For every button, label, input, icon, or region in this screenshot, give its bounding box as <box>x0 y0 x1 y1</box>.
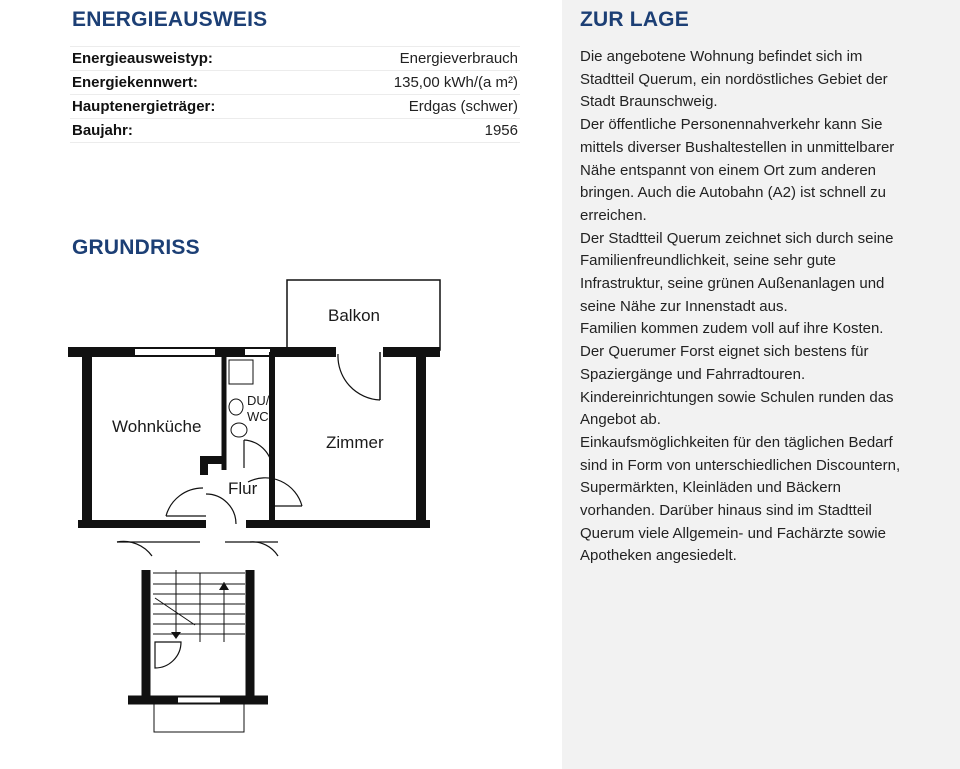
room-label-wohnkueche: Wohnküche <box>112 417 202 436</box>
row-value: Energieverbrauch <box>311 47 520 71</box>
right-panel <box>562 0 960 769</box>
grundriss-heading: GRUNDRISS <box>72 236 200 259</box>
row-value: 135,00 kWh/(a m²) <box>311 71 520 95</box>
energieausweis-table <box>70 46 520 143</box>
row-value: Erdgas (schwer) <box>311 95 520 119</box>
lage-heading: ZUR LAGE <box>580 8 689 31</box>
lage-paragraph: Familien kommen zudem voll auf ihre Kosten. Der Querumer Forst eignet sich bestens für Spaziergänge und Fahrradtouren. Kindereinrichtungen sowie Schulen runden das Angebot ab. <box>580 320 894 429</box>
room-label-flur: Flur <box>228 479 258 498</box>
row-label: Energieausweistyp: <box>70 47 311 71</box>
table-row <box>70 119 520 143</box>
room-label-du: DU/ <box>247 393 270 408</box>
row-label: Baujahr: <box>70 119 311 143</box>
lage-paragraph: Die angebotene Wohnung befindet sich im Stadtteil Querum, ein nordöstliches Gebiet der Stadt Braunschweig. <box>580 48 888 111</box>
room-label-wc: WC <box>247 409 269 424</box>
floor-plan <box>0 270 562 740</box>
row-label: Energiekennwert: <box>70 71 311 95</box>
energieausweis-heading: ENERGIEAUSWEIS <box>72 8 268 31</box>
room-label-balkon: Balkon <box>328 306 380 325</box>
lage-paragraph: Der öffentliche Personennahverkehr kann Sie mittels diverser Bushaltestellen in unmittelbarer Nähe entspannt von einem Ort zum anderen bringen. Auch die Autobahn (A2) ist schnell zu erreichen. <box>580 116 895 224</box>
row-label: Hauptenergieträger: <box>70 95 311 119</box>
row-value: 1956 <box>311 119 520 143</box>
room-label-zimmer: Zimmer <box>326 433 384 452</box>
lage-text <box>580 46 910 568</box>
table-row <box>70 95 520 119</box>
table-row <box>70 71 520 95</box>
lage-paragraph: Einkaufsmöglichkeiten für den täglichen Bedarf sind in Form von unterschiedlichen Discountern, Supermärkten, Kleinläden und Bäckern vorhanden. Darüber hinaus sind im Stadtteil Querum viele Allgemein- und Fachärzte sowie Apotheken angesiedelt. <box>580 433 901 565</box>
table-row <box>70 47 520 71</box>
lage-paragraph: Der Stadtteil Querum zeichnet sich durch seine Familienfreundlichkeit, seine sehr gute Infrastruktur, seine grünen Außenanlagen und seine Nähe zur Innenstadt aus. <box>580 229 894 315</box>
